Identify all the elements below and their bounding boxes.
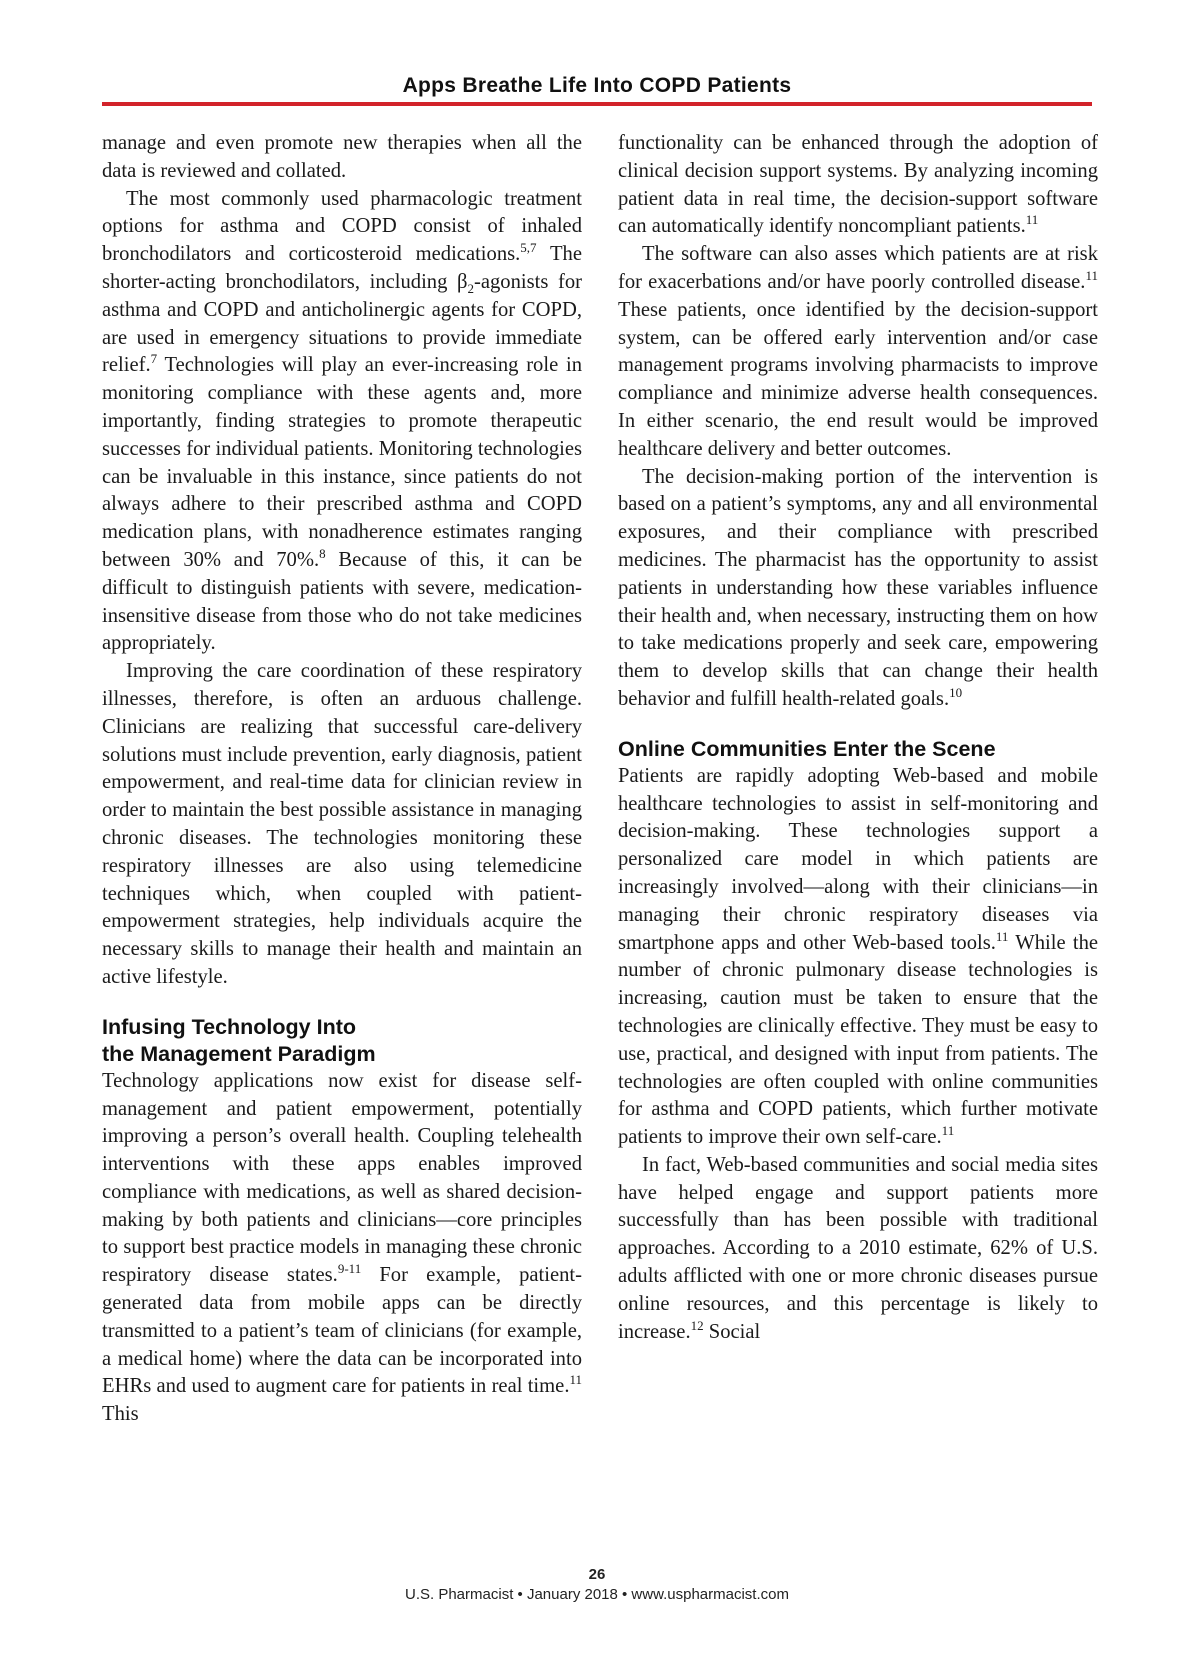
reference-marker: 8	[319, 546, 326, 562]
reference-marker: 11	[1085, 268, 1098, 284]
reference-marker: 9-11	[337, 1261, 362, 1277]
section-heading: Infusing Technology Into the Management Paradigm	[102, 1014, 376, 1066]
section-heading: Online Communities Enter the Scene	[618, 736, 996, 761]
page-number: 26	[588, 1566, 606, 1583]
header-rule	[102, 102, 1092, 106]
paragraph: Improving the care coordination of these respiratory illnesses, therefore, is often an arduous challenge. Clinicians are realizing that successful care-delivery solutions must include prevention, early diagnosis, patient empowerment, and real-time data for clinician review in order to maintain the best possible assistance in managing chronic diseases. The technologies monitoring these respiratory illnesses are also using telemedicine techniques which, when coupled with patient-empowerment strategies, help individuals acquire the necessary skills to manage their health and maintain an active lifestyle.	[102, 660, 582, 988]
paragraph: functionality can be enhanced through the adoption of clinical decision support systems. By analyzing incoming patient data in real time, the decision-support software can automatically identify noncompliant patients.$^{11}$	[618, 132, 1098, 238]
reference-marker: 10	[949, 685, 963, 701]
paragraph: Technology applications now exist for disease self-management and patient empowerment, potentially improving a person’s overall health. Coupling telehealth interventions with these apps enables improved compliance with medications, as well as shared decision-making by both patients and clinicians—core principles to support best practice models in managing these chronic respiratory disease states.$^{9-11}$ For example, patient-generated data from mobile apps can be directly transmitted to a patient’s team of clinicians (for example, a medical home) where the data can be incorporated into EHRs and used to augment care for patients in real time.$^{11}$ This	[102, 1069, 583, 1426]
paragraph: The most commonly used pharmacologic treatment options for asthma and COPD consist of inhaled bronchodilators and corticosteroid medications.$^{5,7}$ The shorter-acting bronchodilators, including $\beta_2$-agonists for asthma and COPD and anticholinergic agents for COPD, are used in emergency situations to provide immediate relief.$^7$ Technologies will play an ever-increasing role in monitoring compliance with these agents and, more importantly, finding strategies to promote therapeutic successes for individual patients. Monitoring technologies can be invaluable in this instance, since patients do not always adhere to their prescribed asthma and COPD medication plans, with nonadherence estimates ranging between 30% and 70%.$^8$ Because of this, it can be difficult to distinguish patients with severe, medication-insensitive disease from those who do not take medicines appropriately.	[102, 187, 583, 655]
paragraph: manage and even promote new therapies when all the data is reviewed and collated.	[102, 132, 582, 182]
reference-marker: 11	[569, 1372, 582, 1388]
reference-marker: 11	[941, 1123, 955, 1139]
right-column	[618, 130, 1098, 1346]
paragraph: In fact, Web-based communities and social media sites have helped engage and support patients more successfully than has been possible with traditional approaches. According to a 2010 estimate, 62% of U.S. adults afflicted with one or more chronic diseases pursue online resources, and this percentage is likely to increase.$^{12}$ Social	[618, 1153, 1098, 1343]
journal-footer: U.S. Pharmacist • January 2018 • www.uspharmacist.com	[405, 1586, 789, 1603]
paragraph: Patients are rapidly adopting Web-based and mobile healthcare technologies to assist in self-monitoring and decision-making. These technologies support a personalized care model in which patients are increasingly involved—along with their clinicians—in managing their chronic respiratory diseases via smartphone apps and other Web-based tools.$^{11}$ While the number of chronic pulmonary disease technologies is increasing, caution must be taken to ensure that the technologies are clinically effective. They must be easy to use, practical, and designed with input from patients. The technologies are often coupled with online communities for asthma and COPD patients, which further motivate patients to improve their own self-care.$^{11}$	[618, 764, 1099, 1149]
paragraph: The decision-making portion of the intervention is based on a patient’s symptoms, any and all environmental exposures, and their compliance with prescribed medicines. The pharmacist has the opportunity to assist patients in understanding how these variables influence their health and, when necessary, instructing them on how to take medications properly and seek care, empowering them to develop skills that can change their health behavior and fulfill health-related goals.$^{10}$	[618, 465, 1098, 710]
subscript: 2	[467, 281, 474, 297]
reference-marker: 12	[690, 1317, 704, 1333]
running-head: Apps Breathe Life Into COPD Patients	[402, 74, 792, 97]
reference-marker: 11	[995, 928, 1009, 944]
left-column	[102, 130, 582, 1429]
reference-marker: 7	[150, 351, 158, 367]
reference-marker: 5,7	[520, 240, 537, 256]
reference-marker: 11	[1025, 212, 1039, 228]
paragraph: The software can also asses which patients are at risk for exacerbations and/or have poorly controlled disease.$^{11}$ These patients, once identified by the decision-support system, can be offered early intervention and/or case management programs involving pharmacists to improve compliance and minimize adverse health consequences. In either scenario, the end result would be improved healthcare delivery and better outcomes.	[618, 243, 1098, 460]
